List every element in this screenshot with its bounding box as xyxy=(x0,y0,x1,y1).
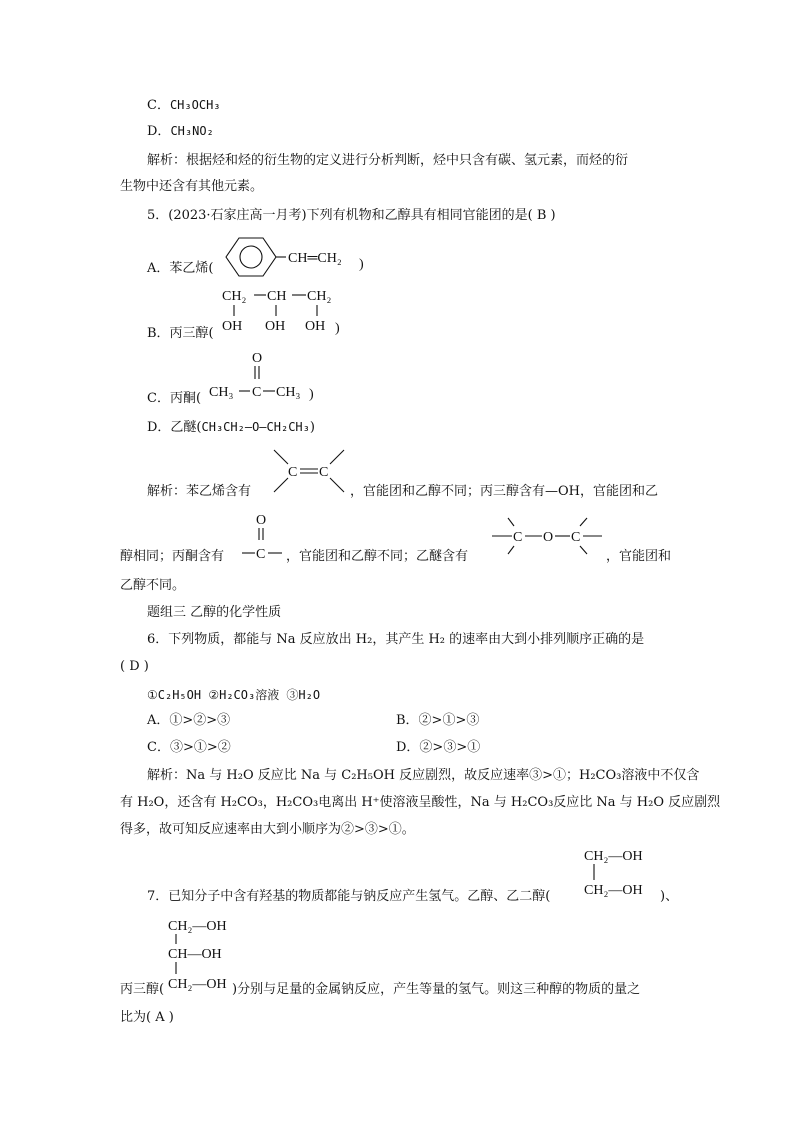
ch3-2: CH₃ xyxy=(276,385,301,400)
vinyl-group: CH═CH₂ xyxy=(288,251,342,266)
ch2oh-bottom: CH₂—OH xyxy=(168,977,227,992)
q6-option-a: A．①>②>③ xyxy=(147,713,231,728)
q6-option-b: B．②>①>③ xyxy=(396,713,480,728)
q7-stem-3: 比为( A ) xyxy=(120,1010,174,1025)
q5-analysis-2c: ，官能团和 xyxy=(606,549,672,564)
bond xyxy=(274,450,288,464)
q5-analysis-1a: 解析：苯乙烯含有 xyxy=(147,484,252,499)
formula: CH₃OCH₃ xyxy=(169,98,221,112)
carbon-1: C xyxy=(288,465,298,480)
styrene-structure xyxy=(218,232,368,282)
q7-stem-1a: 7．已知分子中含有羟基的物质都能与钠反应产生氢气。乙醇、乙二醇( xyxy=(147,889,551,904)
oxygen: O xyxy=(252,351,263,366)
q5-analysis-2b: ，官能团和乙醇不同；乙醚含有 xyxy=(286,549,469,564)
bond xyxy=(330,478,344,492)
carbon: C xyxy=(252,385,262,400)
option-label: C． xyxy=(147,98,170,113)
q5-option-b-label: B．丙三醇( xyxy=(147,326,214,341)
formula: CH₃NO₂ xyxy=(170,124,214,138)
q6-option-c: C．③>①>② xyxy=(147,740,231,755)
q5-option-a-label: A．苯乙烯( xyxy=(147,261,214,276)
formula: CH₃CH₂—O—CH₂CH₃ xyxy=(201,420,310,434)
ether-group xyxy=(490,512,605,560)
carbon-2: C xyxy=(571,530,581,545)
carbonyl-group xyxy=(238,510,288,560)
bond xyxy=(330,450,344,464)
oh-1: OH xyxy=(222,319,243,334)
q6-option-d: D．②>③>① xyxy=(396,740,481,755)
q6-analysis-1: 解析：Na 与 H₂O 反应比 Na 与 C₂H₅OH 反应剧烈，故反应速率③>①；H₂CO₃溶液中不仅含 xyxy=(147,768,700,783)
oh-3: OH xyxy=(305,319,326,334)
q7-stem-1b: )、 xyxy=(660,889,679,904)
q6-analysis-2: 有 H₂O，还含有 H₂CO₃，H₂CO₃电离出 H⁺使溶液呈酸性，Na 与 H₂CO₃反应比 Na 与 H₂O 反应剧烈 xyxy=(120,795,721,810)
q7-stem-2b: )分别与足量的金属钠反应，产生等量的氢气。则这三种醇的物质的量之 xyxy=(232,982,641,997)
carbon: C xyxy=(256,547,266,560)
q4-option-d xyxy=(147,122,214,141)
option-label: D．乙醚( xyxy=(147,420,202,435)
q4-analysis-line-2: 生物中还含有其他元素。 xyxy=(120,179,264,194)
ch2oh-top: CH₂—OH xyxy=(168,919,227,934)
q6-analysis-3: 得多，故可知反应速率由大到小顺序为②>③>①。 xyxy=(120,822,415,837)
acetone-structure xyxy=(205,346,325,406)
q5-option-d xyxy=(147,418,315,437)
close-paren: ) xyxy=(309,387,314,402)
bond xyxy=(580,546,587,554)
group-title: 题组三 乙醇的化学性质 xyxy=(147,605,282,620)
q4-option-c xyxy=(147,96,221,115)
oxygen: O xyxy=(256,513,267,528)
bond xyxy=(580,518,587,526)
q5-stem: 5．(2023·石家庄高一月考)下列有机物和乙醇具有相同官能团的是( B ) xyxy=(147,208,556,223)
benzene-ring xyxy=(226,238,276,276)
choh: CH—OH xyxy=(168,947,222,962)
carbon-1: C xyxy=(513,530,523,545)
oh-2: OH xyxy=(265,319,286,334)
ch2oh-2: CH₂—OH xyxy=(584,883,643,898)
alkene-group xyxy=(268,446,350,496)
carbon-2: C xyxy=(319,465,329,480)
ethylene-glycol-structure xyxy=(580,842,670,904)
q6-items: ①C₂H₅OH ②H₂CO₃溶液 ③H₂O xyxy=(147,688,321,702)
ch2-1: CH₂ xyxy=(222,289,247,304)
q5-analysis-1b: ，官能团和乙醇不同；丙三醇含有—OH，官能团和乙 xyxy=(350,484,658,499)
q7-stem-2a: 丙三醇( xyxy=(120,982,165,997)
ch3-1: CH₃ xyxy=(209,385,234,400)
ch2-2: CH₂ xyxy=(307,289,332,304)
close-paren: ) xyxy=(309,420,315,435)
ch2oh-1: CH₂—OH xyxy=(584,849,643,864)
close-paren: ) xyxy=(335,321,340,336)
benzene-circle xyxy=(240,246,262,268)
oxygen: O xyxy=(543,530,554,545)
q5-analysis-3: 乙醇不同。 xyxy=(120,578,186,593)
option-label: D． xyxy=(147,124,171,139)
glycerol-structure-b xyxy=(216,282,346,342)
bond xyxy=(508,546,514,554)
ch: CH xyxy=(267,289,287,304)
close-paren: ) xyxy=(359,257,364,272)
q5-option-c-label: C．丙酮( xyxy=(147,391,202,406)
q5-analysis-2a: 醇相同；丙酮含有 xyxy=(120,549,225,564)
bond xyxy=(274,478,288,492)
bond xyxy=(508,518,514,526)
q6-stem-1: 6．下列物质，都能与 Na 反应放出 H₂，其产生 H₂ 的速率由大到小排列顺序正确的是 xyxy=(147,632,645,647)
q6-stem-2: ( D ) xyxy=(120,659,149,674)
q4-analysis-line-1: 解析：根据烃和烃的衍生物的定义进行分析判断，烃中只含有碳、氢元素，而烃的衍 xyxy=(147,153,629,168)
